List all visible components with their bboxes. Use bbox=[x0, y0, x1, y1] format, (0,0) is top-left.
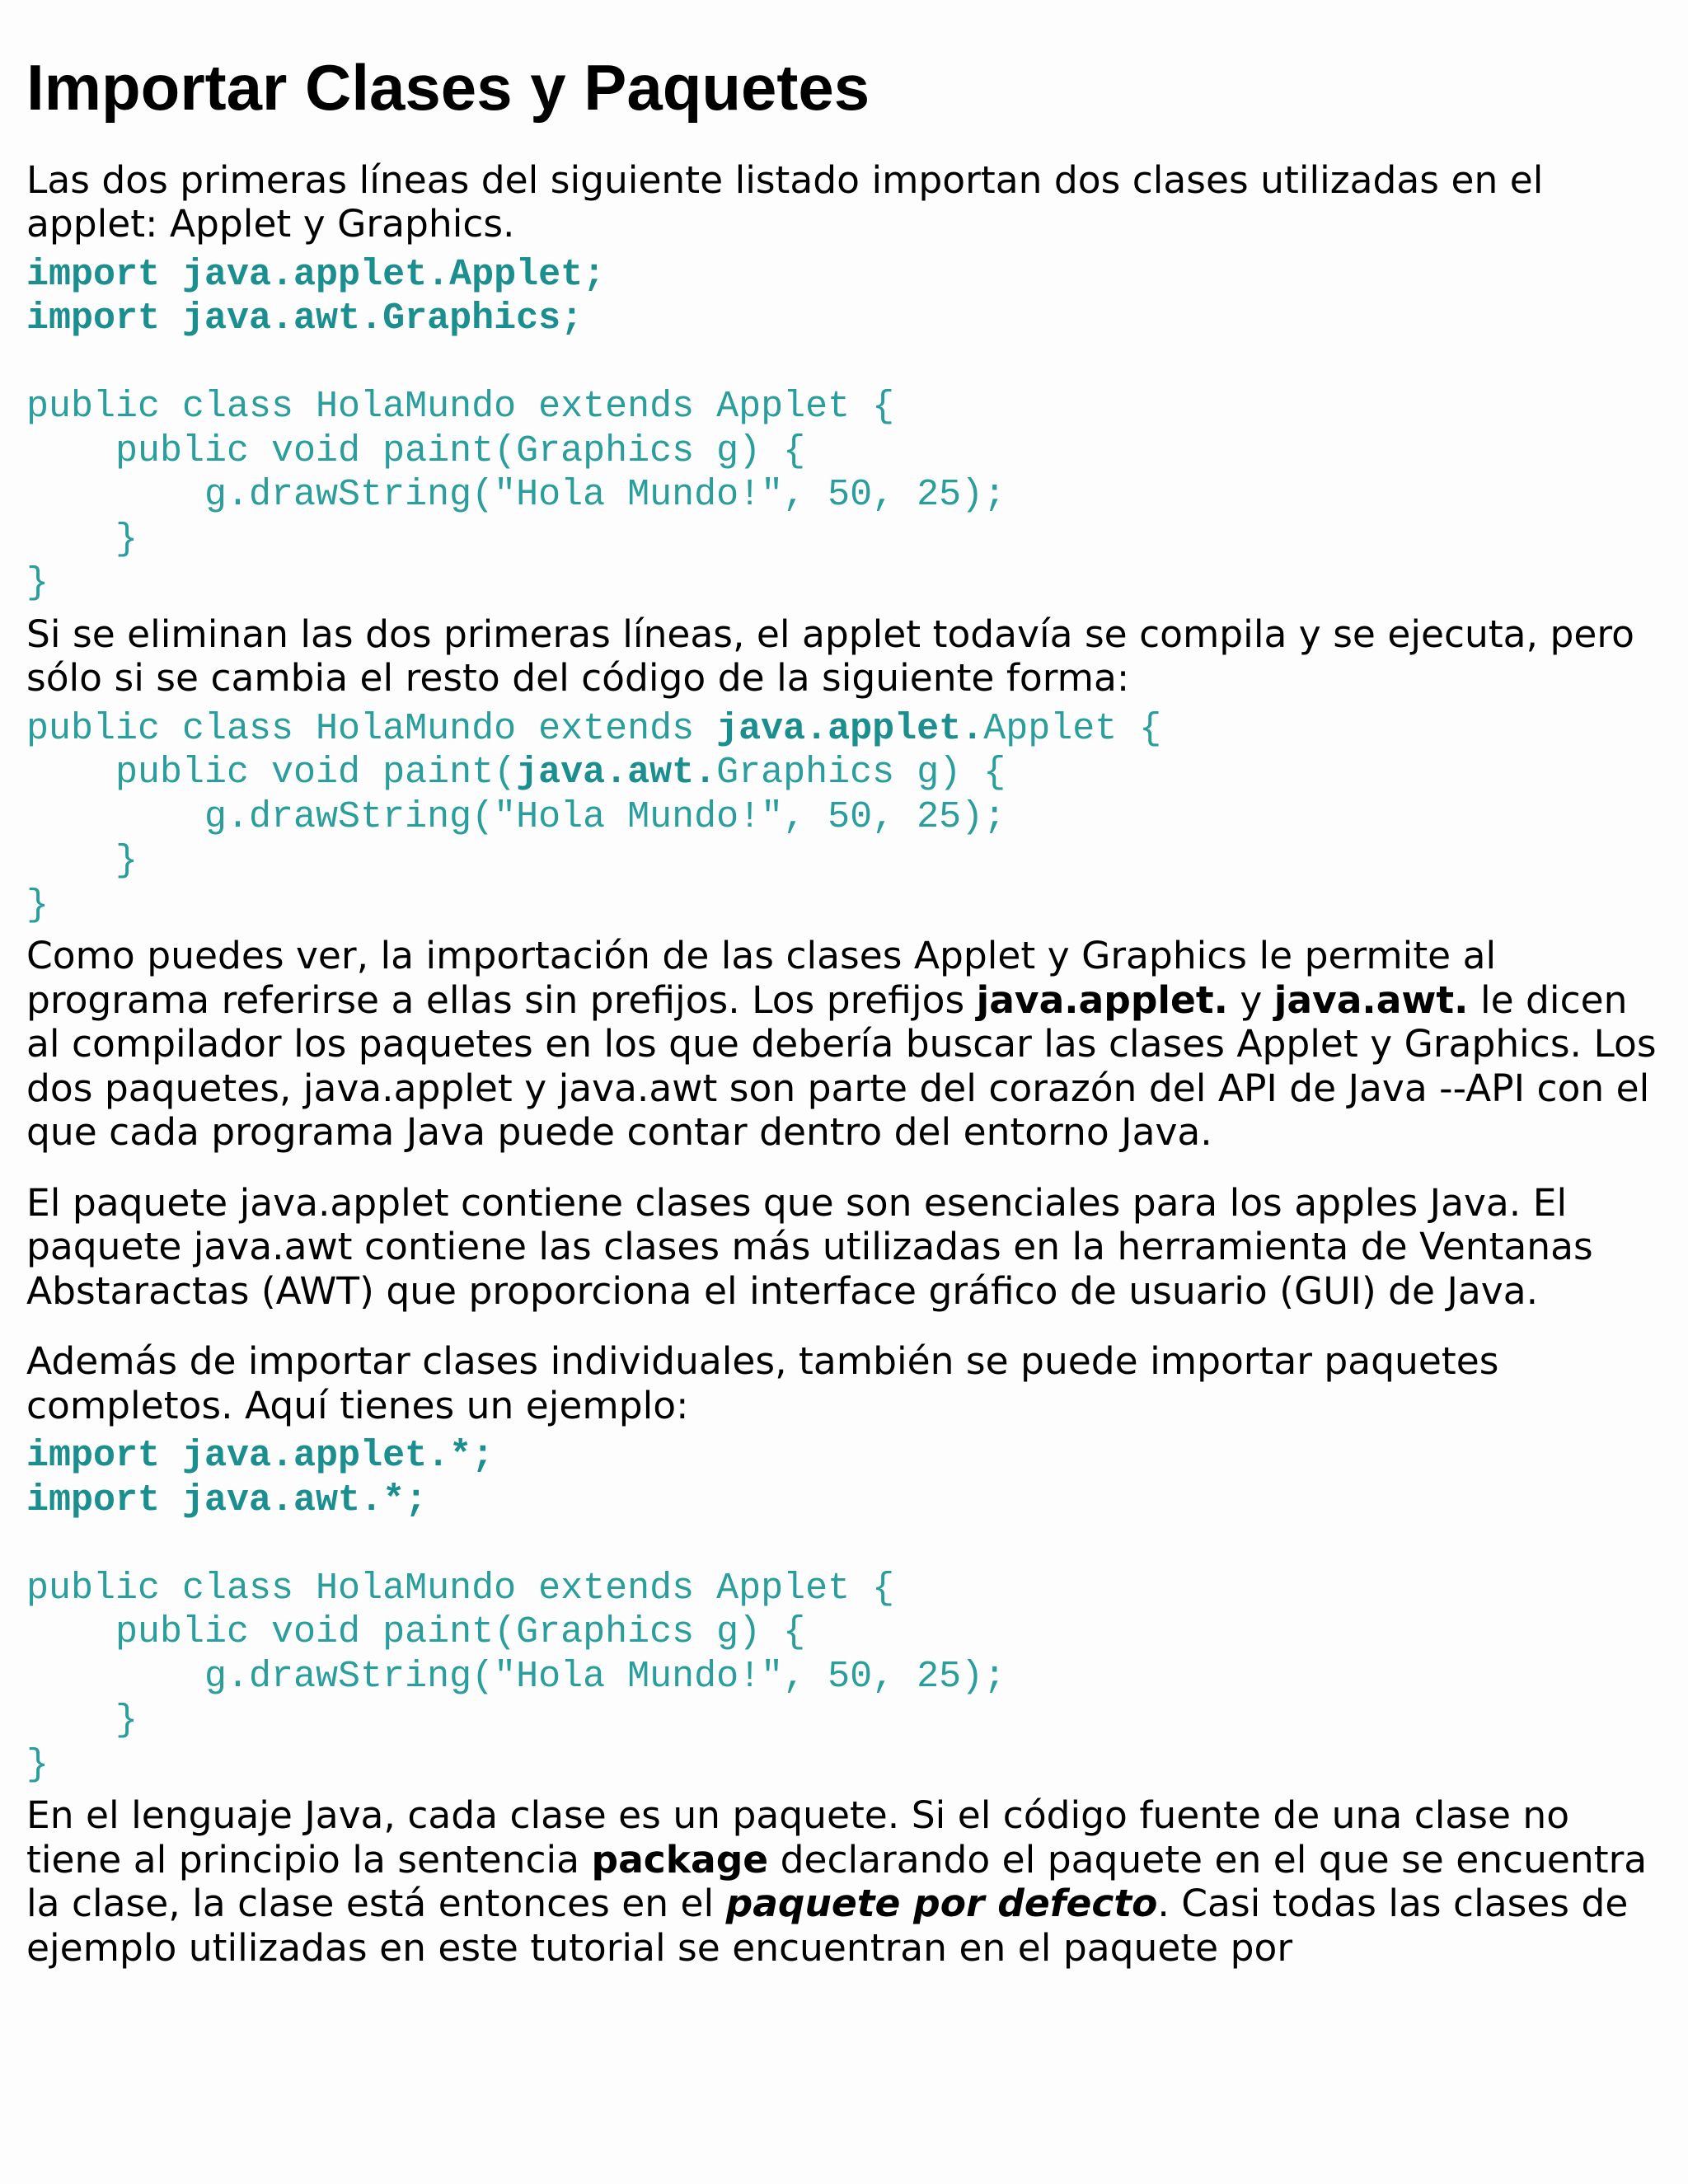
bold-italic-default-package bbox=[726, 1882, 1158, 1925]
code-import-line: import java.awt.*; bbox=[26, 1479, 428, 1521]
code-prefix-awt: java.awt. bbox=[516, 752, 717, 794]
bold-keyword-package: package bbox=[591, 1837, 769, 1882]
code-fragment: public class HolaMundo extends bbox=[26, 707, 717, 750]
code-block-wildcard bbox=[26, 1434, 1662, 1787]
code-line: } bbox=[26, 883, 49, 926]
text-fragment: declarando el paquete en el que se encuentra la clase, la clase está entonces en el bbox=[26, 1837, 1648, 1926]
text-fragment: le dicen al compilador los paquetes en los que debería buscar las clases Applet y Graphics. Los dos paquetes, java.applet y java.awt son parte del corazón del API de Java --API con el que cada programa Java puede contar dentro del entorno Java. bbox=[26, 977, 1657, 1155]
code-import-line: import java.applet.Applet; bbox=[26, 253, 606, 296]
paragraph-default-package bbox=[26, 1793, 1662, 1970]
text-fragment: En el lenguaje Java, cada clase es un paquete. Si el código fuente de una clase no tiene al principio la sentencia bbox=[26, 1793, 1570, 1882]
paragraph-packages: El paquete java.applet contiene clases que son esenciales para los apples Java. El paquete java.awt contiene las clases más utilizadas en la herramienta de Ventanas Abstaractas (AWT) que proporciona el interface gráfico de usuario (GUI) de Java. bbox=[26, 1180, 1593, 1313]
code-fragment: public void paint( bbox=[26, 752, 517, 794]
code-import-line: import java.applet.*; bbox=[26, 1435, 495, 1478]
text-fragment: . Casi todas las clases de ejemplo utilizadas en este tutorial se encuentran en el paquete por bbox=[26, 1882, 1629, 1970]
italic-term: paquete por defecto bbox=[725, 1882, 1158, 1926]
paragraph-import-all: Además de importar clases individuales, también se puede importar paquetes completos. Aquí tienes un ejemplo: bbox=[26, 1339, 1499, 1427]
bold-prefix-awt: java.awt. bbox=[1273, 977, 1469, 1022]
page-title: Importar Clases y Paquetes bbox=[26, 51, 870, 124]
paragraph-prefixes bbox=[26, 934, 1662, 1155]
code-block-imports bbox=[26, 253, 1662, 606]
code-fragment: Graphics g) { bbox=[716, 752, 1006, 794]
code-line: } bbox=[26, 840, 138, 883]
document-page bbox=[26, 33, 1662, 1970]
bold-prefix-applet: java.applet. bbox=[976, 977, 1228, 1022]
text-fragment: Como puedes ver, la importación de las clases Applet y Graphics le permite al programa referirse a ellas sin prefijos. Los prefijos bbox=[26, 934, 1497, 1022]
paragraph-remove-imports: Si se eliminan las dos primeras líneas, el applet todavía se compila y se ejecuta, pero sólo si se cambia el resto del código de la siguiente forma: bbox=[26, 612, 1634, 701]
code-line: g.drawString("Hola Mundo!", 50, 25); bbox=[26, 795, 1006, 838]
code-body: public class HolaMundo extends Applet { public void paint(Graphics g) { g.drawString("Hola Mundo!", 50, 25); } } bbox=[26, 1567, 1006, 1786]
code-import-line: import java.awt.Graphics; bbox=[26, 298, 584, 340]
code-body: public class HolaMundo extends Applet { public void paint(Graphics g) { g.drawString("Hola Mundo!", 50, 25); } } bbox=[26, 386, 1006, 605]
code-prefix-applet: java.applet. bbox=[716, 707, 984, 750]
code-fragment: Applet { bbox=[983, 707, 1162, 750]
code-block-qualified bbox=[26, 707, 1662, 928]
text-fragment: y bbox=[1227, 977, 1274, 1022]
paragraph-intro: Las dos primeras líneas del siguiente listado importan dos clases utilizadas en el applet: Applet y Graphics. bbox=[26, 157, 1544, 246]
